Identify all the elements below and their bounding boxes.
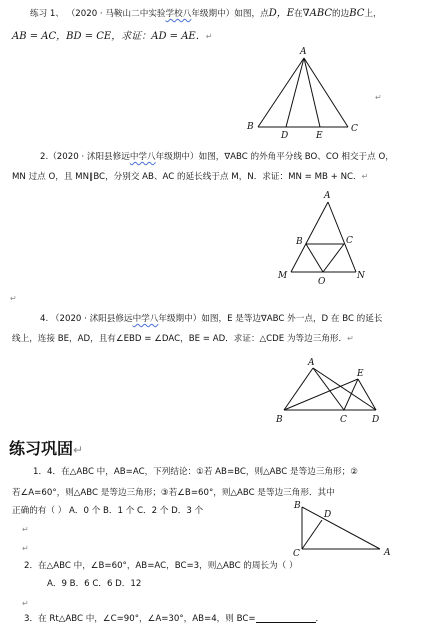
fig1-segment-ac [304, 58, 348, 127]
fig1-segment-ad [286, 58, 304, 127]
p2-text-b: 年级期中）如图，∇ABC 的外角平分线 BO、CO 相交于点 O， [155, 152, 394, 162]
fig4-segment-cd [302, 520, 322, 549]
q2-line-2: A．9 B．6 C．6 D．12 [47, 579, 142, 589]
fig2-segment-bo [306, 244, 323, 272]
fig4-label-a: A [384, 548, 391, 558]
fig3-segment-ad [313, 368, 376, 410]
q1-line-2: 若∠A=60°，则△ABC 是等边三角形；③若∠B=60°，则△ABC 是等边三角形．其中 [12, 488, 335, 498]
fig3-label-d: D [372, 415, 380, 425]
figure-1 [258, 58, 348, 127]
p1-text-a: 练习 1、 （2020 · 马鞍山二中实验 [30, 9, 166, 19]
fig2-label-o: O [318, 277, 326, 287]
fig3-label-e: E [357, 369, 364, 379]
fig4-label-c: C [293, 549, 300, 559]
fig4-segment-ba [302, 507, 380, 549]
fig1-segment-ab [258, 58, 304, 127]
return-mark: ↵ [347, 334, 354, 343]
fig1-label-b: B [247, 122, 254, 132]
p1-math-1: D，E [268, 8, 295, 19]
p1-underlined: 学校八 [165, 9, 192, 19]
q3-text: 3．在 Rt△ABC 中，∠C=90°，∠A=30°，AB=4，则 BC= [24, 614, 256, 624]
fig1-label-d: D [281, 131, 289, 141]
p4-text-a: 4. （2020 · 沭阳县修远 [40, 314, 133, 324]
p2-underlined: 中学八 [129, 152, 156, 162]
fig3-label-c: C [340, 415, 347, 425]
fig3-label-b: B [276, 415, 283, 425]
fig3-label-a: A [308, 358, 315, 368]
fig3-segment-ac [313, 368, 344, 410]
return-mark: ↵ [22, 599, 29, 608]
p1-math-3: BC [349, 8, 365, 19]
fig1-label-c: C [351, 124, 358, 134]
q3-end: ． [315, 614, 325, 624]
fig1-label-a: A [300, 47, 307, 57]
return-mark: ↵ [22, 544, 29, 553]
p1-text-b: 年级期中）如图，点 [191, 9, 269, 19]
fig1-label-e: E [316, 131, 323, 141]
return-mark: ↵ [10, 294, 17, 303]
p2-text-2: MN 过点 O，且 MN∥BC，分别交 AB、AC 的延长线于点 M，N．求证：MN = MB + NC． [12, 172, 362, 182]
q2-line-1: 2．在△ABC 中，∠B=60°，AB=AC，BC=3，则△ABC 的周长为（ ） [24, 561, 298, 571]
p2-text-a: 2.（2020 · 沭阳县修远 [40, 152, 130, 162]
return-mark: ↵ [205, 32, 213, 41]
fig2-segment-co [323, 244, 344, 272]
return-mark: ↵ [22, 525, 29, 534]
p4-text-2: 线上，连接 BE，AD，且有∠EBD = ∠DAC，BE = AD．求证：△CDE 为等边三角形． [12, 334, 348, 344]
fig1-segment-ae [304, 58, 320, 127]
fig2-label-c: C [346, 236, 353, 246]
fig2-label-a: A [324, 191, 331, 201]
p1-given: AB = AC，BD = CE，求证：AD = AE． [12, 31, 206, 42]
fig3-segment-ed [358, 379, 376, 410]
q1-line-1: 1．4．在△ABC 中，AB=AC，下列结论：①若 AB=BC，则△ABC 是等边三角形；② [33, 467, 358, 477]
return-mark: ↵ [375, 93, 382, 102]
p1-text-d: 的边 [332, 9, 350, 19]
q1-line-3: 正确的有（ ） A．0 个 B．1 个 C．2 个 D．3 个 [12, 506, 204, 516]
fig2-label-n: N [357, 271, 365, 281]
p1-text-c: 在 [294, 9, 303, 19]
p1-text-e: 上， [364, 9, 382, 19]
return-mark: ↵ [361, 172, 369, 181]
fig4-label-d: D [324, 510, 332, 520]
fig2-label-m: M [278, 271, 288, 281]
figure-4 [302, 507, 380, 549]
p1-math-2: ∇ABC [302, 8, 333, 19]
fig4-label-b: B [294, 501, 301, 511]
return-mark: ↵ [73, 443, 84, 457]
p4-text-b: 年级期中）如图，E 是等边∇ABC 外一点，D 在 BC 的延长 [158, 314, 383, 324]
fig2-label-b: B [296, 237, 303, 247]
p4-underlined: 中学八 [132, 314, 159, 324]
heading-text: 练习巩固 [9, 439, 74, 458]
